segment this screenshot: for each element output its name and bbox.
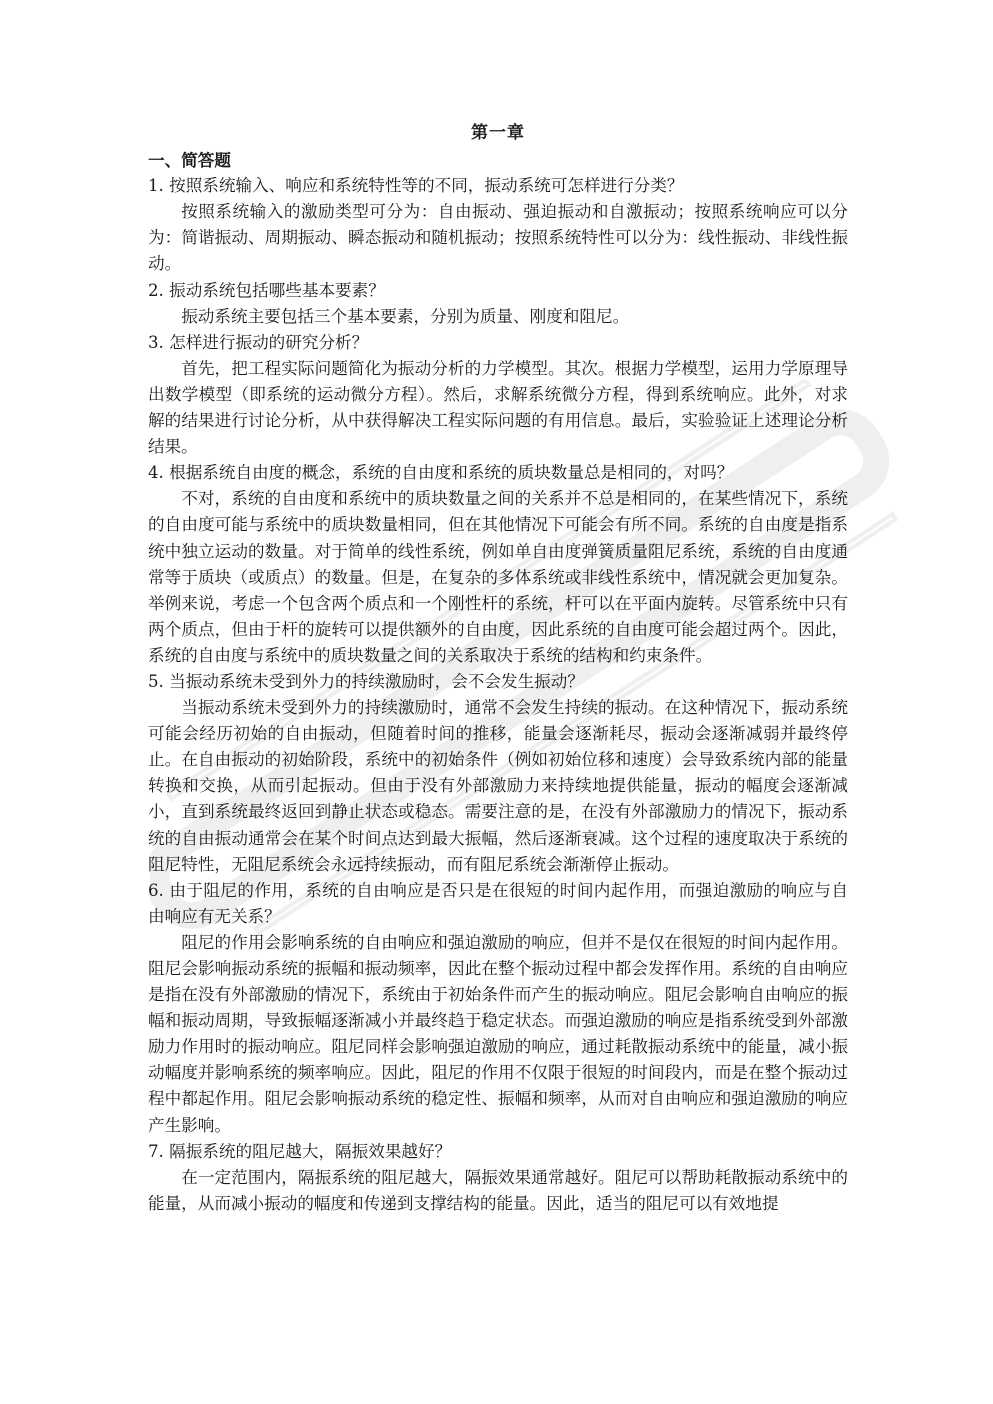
qa-item: [148, 1139, 848, 1217]
answer: 按照系统输入的激励类型可分为：自由振动、强迫振动和自激振动；按照系统响应可以分为：简谐振动、周期振动、瞬态振动和随机振动；按照系统特性可以分为：线性振动、非线性振动。: [148, 202, 848, 274]
document-page: [148, 120, 848, 1217]
answer: 不对，系统的自由度和系统中的质块数量之间的关系并不总是相同的，在某些情况下，系统的自由度可能与系统中的质块数量相同，但在其他情况下可能会有所不同。系统的自由度是指系统中独立运动的数量。对于简单的线性系统，例如单自由度弹簧质量阻尼系统，系统的自由度通常等于质块（或质点）的数量。但是，在复杂的多体系统或非线性系统中，情况就会更加复杂。举例来说，考虑一个包含两个质点和一个刚性杆的系统，杆可以在平面内旋转。尽管系统中只有两个质点，但由于杆的旋转可以提供额外的自由度，因此系统的自由度可能会超过两个。因此，系统的自由度与系统中的质块数量之间的关系取决于系统的结构和约束条件。: [148, 489, 848, 665]
qa-item: [148, 173, 848, 277]
qa-item: [148, 330, 848, 460]
answer: 首先，把工程实际问题简化为振动分析的力学模型。其次。根据力学模型，运用力学原理导出数学模型（即系统的运动微分方程）。然后，求解系统微分方程，得到系统响应。此外，对求解的结果进行讨论分析，从中获得解决工程实际问题的有用信息。最后，实验验证上述理论分析结果。: [148, 358, 848, 457]
qa-item: [148, 278, 848, 330]
question: 2. 振动系统包括哪些基本要素？: [148, 280, 385, 300]
section-title: 一、简答题: [148, 150, 231, 171]
qa-item: [148, 460, 848, 669]
question: 6. 由于阻尼的作用，系统的自由响应是否只是在很短的时间内起作用，而强迫激励的响应与自由响应有无关系？: [148, 880, 848, 926]
question: 7. 隔振系统的阻尼越大，隔振效果越好？: [148, 1141, 452, 1161]
qa-item: [148, 878, 848, 1139]
chapter-title: 第一章: [471, 123, 525, 143]
question: 1. 按照系统输入、响应和系统特性等的不同，振动系统可怎样进行分类？: [148, 176, 684, 196]
answer: 在一定范围内，隔振系统的阻尼越大，隔振效果通常越好。阻尼可以帮助耗散振动系统中的能量，从而减小振动的幅度和传递到支撑结构的能量。因此，适当的阻尼可以有效地提: [148, 1167, 848, 1213]
answer: 当振动系统未受到外力的持续激励时，通常不会发生持续的振动。在这种情况下，振动系统可能会经历初始的自由振动，但随着时间的推移，能量会逐渐耗尽，振动会逐渐减弱并最终停止。在自由振动的初始阶段，系统中的初始条件（例如初始位移和速度）会导致系统内部的能量转换和交换，从而引起振动。但由于没有外部激励力来持续地提供能量，振动的幅度会逐渐减小，直到系统最终返回到静止状态或稳态。需要注意的是，在没有外部激励力的情况下，振动系统的自由振动通常会在某个时间点达到最大振幅，然后逐渐衰减。这个过程的速度取决于系统的阻尼特性，无阻尼系统会永远持续振动，而有阻尼系统会渐渐停止振动。: [148, 698, 848, 874]
question: 5. 当振动系统未受到外力的持续激励时，会不会发生振动？: [148, 671, 584, 691]
qa-item: [148, 669, 848, 878]
answer: 阻尼的作用会影响系统的自由响应和强迫激励的响应，但并不是仅在很短的时间内起作用。阻尼会影响振动系统的振幅和振动频率，因此在整个振动过程中都会发挥作用。系统的自由响应是指在没有外部激励的情况下，系统由于初始条件而产生的振动响应。阻尼会影响自由响应的振幅和振动周期，导致振幅逐渐减小并最终趋于稳定状态。而强迫激励的响应是指系统受到外部激励力作用时的振动响应。阻尼同样会影响强迫激励的响应，通过耗散振动系统中的能量，减小振动幅度并影响系统的频率响应。因此，阻尼的作用不仅限于很短的时间段内，而是在整个振动过程中都起作用。阻尼会影响振动系统的稳定性、振幅和频率，从而对自由响应和强迫激励的响应产生影响。: [148, 932, 848, 1135]
question: 3. 怎样进行振动的研究分析？: [148, 332, 369, 352]
question: 4. 根据系统自由度的概念，系统的自由度和系统的质块数量总是相同的，对吗？: [148, 463, 734, 483]
answer: 振动系统主要包括三个基本要素，分别为质量、刚度和阻尼。: [181, 306, 630, 326]
